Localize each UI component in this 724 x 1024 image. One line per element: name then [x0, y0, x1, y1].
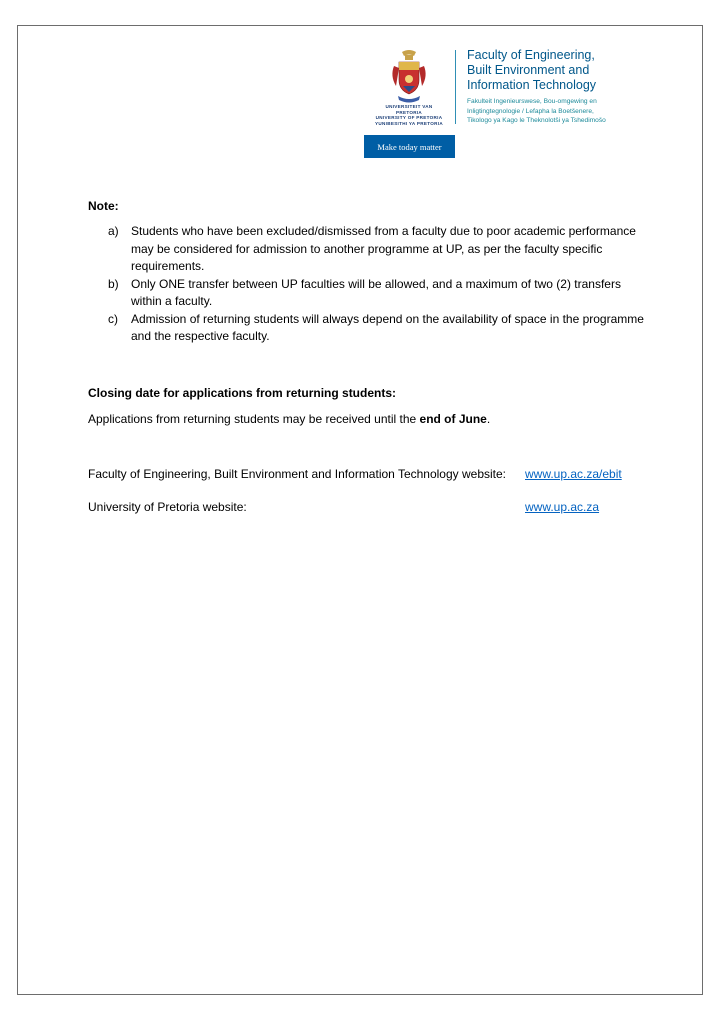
- list-item: [108, 311, 648, 346]
- list-marker: b): [108, 276, 119, 291]
- university-website-label: University of Pretoria website:: [88, 500, 247, 514]
- university-name-afrikaans: UNIVERSITEIT VAN PRETORIA: [385, 104, 433, 115]
- university-website-row: [88, 499, 648, 517]
- list-marker: c): [108, 311, 118, 326]
- closing-date-heading: Closing date for applications from returning students:: [88, 386, 397, 400]
- closing-date-text: Applications from returning students may be received until the end of June.: [88, 412, 491, 426]
- university-website-link[interactable]: www.up.ac.za: [525, 500, 600, 514]
- university-names: [372, 104, 446, 126]
- list-item: [108, 223, 648, 276]
- list-item-text: Students who have been excluded/dismissed from a faculty due to poor academic performance may be considered for admission to another programme at UP, as per the faculty specific requirements.: [131, 224, 636, 273]
- tagline-banner: Make today matter: [364, 135, 455, 158]
- faculty-title: Faculty of Engineering, Built Environment and Information Technology: [467, 48, 597, 92]
- faculty-website-label: Faculty of Engineering, Built Environment and Information Technology website:: [88, 467, 507, 481]
- list-marker: a): [108, 224, 119, 238]
- note-list: [108, 223, 648, 346]
- university-name-english: UNIVERSITY OF PRETORIA: [375, 115, 443, 121]
- faculty-website-row: [88, 466, 648, 484]
- faculty-website-link[interactable]: www.up.ac.za/ebit: [525, 467, 622, 481]
- faculty-subtitle: Fakulteit Ingenieurswese, Bou-omgewing en Inligtingtegnologie / Lefapha la Boetšenere, Tikologo ya Kago le Theknolotši ya Tshedimošo: [467, 98, 606, 124]
- list-item-text: Only ONE transfer between UP faculties will be allowed, and a maximum of two (2) transfers within a faculty.: [131, 276, 621, 308]
- list-item-text: Admission of returning students will always depend on the availability of space in the programme and the respective faculty.: [131, 311, 644, 343]
- university-name-sepedi: YUNIBESITHI YA PRETORIA: [375, 120, 443, 126]
- note-heading: Note:: [88, 199, 119, 213]
- list-item: [108, 276, 648, 311]
- closing-date-emphasis: end of June: [419, 412, 487, 426]
- header-divider: [455, 50, 456, 124]
